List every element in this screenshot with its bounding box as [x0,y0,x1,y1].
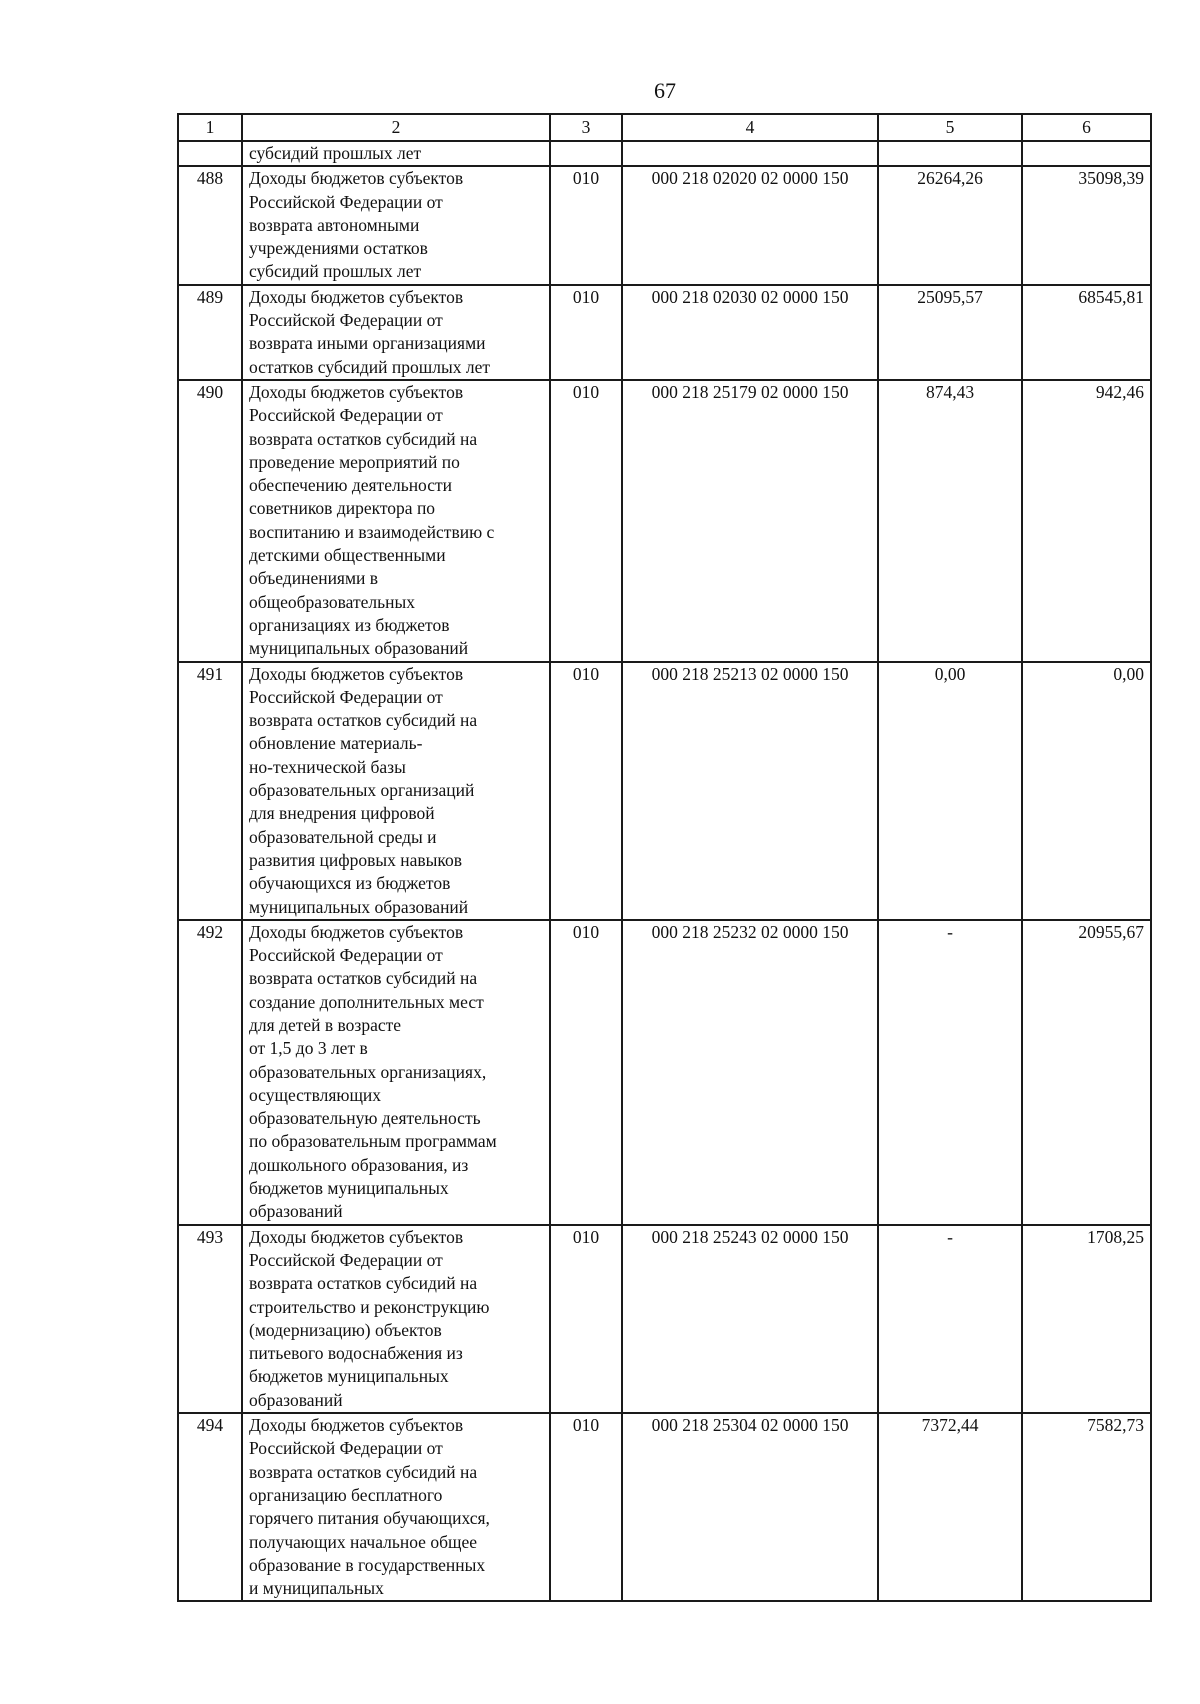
cell-col5: 26264,26 [878,166,1022,284]
cell-kbk: 000 218 25179 02 0000 150 [622,380,878,662]
cell-num: 490 [178,380,242,662]
column-header-4: 4 [622,114,878,141]
cell-description: Доходы бюджетов субъектов Российской Федерации от возврата остатков субсидий на создание дополнительных мест для детей в возрасте от 1,5 до 3 лет в образовательных организациях, осуществляющих образовательную деятельность по образовательным программам дошкольного образования, из бюджетов муниципальных образований [242,920,550,1225]
budget-revenue-table [177,113,1152,1602]
cell-description: Доходы бюджетов субъектов Российской Федерации от возврата остатков субсидий на обновление материаль- но-технической базы образовательных организаций для внедрения цифровой образовательной среды и развития цифровых навыков обучающихся из бюджетов муниципальных образований [242,662,550,920]
cell-kbk: 000 218 25213 02 0000 150 [622,662,878,920]
cell-description: Доходы бюджетов субъектов Российской Федерации от возврата остатков субсидий на проведение мероприятий по обеспечению деятельности советников директора по воспитанию и взаимодействию с детскими общественными объединениями в общеобразовательных организациях из бюджетов муниципальных образований [242,380,550,662]
cell-col5: 25095,57 [878,285,1022,380]
table-row [178,380,1151,662]
column-header-1: 1 [178,114,242,141]
cell-description: Доходы бюджетов субъектов Российской Федерации от возврата иными организациями остатков субсидий прошлых лет [242,285,550,380]
cell-col6: 0,00 [1022,662,1151,920]
column-header-6: 6 [1022,114,1151,141]
table-row [178,920,1151,1225]
cell-col5: 874,43 [878,380,1022,662]
table-header-row [178,114,1151,141]
cell-num: 492 [178,920,242,1225]
cell-col6: 942,46 [1022,380,1151,662]
table-row [178,285,1151,380]
cell-code: 010 [550,662,622,920]
cell-col6: 7582,73 [1022,1413,1151,1601]
cell-col5: 7372,44 [878,1413,1022,1601]
cell-num: 489 [178,285,242,380]
table-row [178,1225,1151,1413]
table-row [178,166,1151,284]
cell-description: Доходы бюджетов субъектов Российской Федерации от возврата остатков субсидий на организацию бесплатного горячего питания обучающихся, получающих начальное общее образование в государственных и муниципальных [242,1413,550,1601]
cell-kbk: 000 218 25304 02 0000 150 [622,1413,878,1601]
table-row-continuation [178,141,1151,166]
cell-code: 010 [550,1413,622,1601]
cell-kbk: 000 218 25232 02 0000 150 [622,920,878,1225]
column-header-2: 2 [242,114,550,141]
cell-col5: 0,00 [878,662,1022,920]
cell-num: 493 [178,1225,242,1413]
cell-code: 010 [550,1225,622,1413]
cell-kbk: 000 218 02020 02 0000 150 [622,166,878,284]
page-number: 67 [654,78,676,103]
cell-description: Доходы бюджетов субъектов Российской Федерации от возврата автономными учреждениями остатков субсидий прошлых лет [242,166,550,284]
cell-description: Доходы бюджетов субъектов Российской Федерации от возврата остатков субсидий на строительство и реконструкцию (модернизацию) объектов питьевого водоснабжения из бюджетов муниципальных образований [242,1225,550,1413]
cell-col5: - [878,1225,1022,1413]
cell-code [550,141,622,166]
cell-kbk [622,141,878,166]
cell-code: 010 [550,380,622,662]
cell-num: 494 [178,1413,242,1601]
cell-num [178,141,242,166]
cell-col6: 35098,39 [1022,166,1151,284]
cell-code: 010 [550,920,622,1225]
cell-col6: 1708,25 [1022,1225,1151,1413]
cell-col6: 20955,67 [1022,920,1151,1225]
cell-col6 [1022,141,1151,166]
cell-num: 488 [178,166,242,284]
cell-col5 [878,141,1022,166]
cell-num: 491 [178,662,242,920]
cell-kbk: 000 218 02030 02 0000 150 [622,285,878,380]
cell-col5: - [878,920,1022,1225]
cell-kbk: 000 218 25243 02 0000 150 [622,1225,878,1413]
cell-code: 010 [550,285,622,380]
column-header-5: 5 [878,114,1022,141]
table-row [178,662,1151,920]
cell-description: субсидий прошлых лет [242,141,550,166]
table-row [178,1413,1151,1601]
cell-col6: 68545,81 [1022,285,1151,380]
cell-code: 010 [550,166,622,284]
column-header-3: 3 [550,114,622,141]
